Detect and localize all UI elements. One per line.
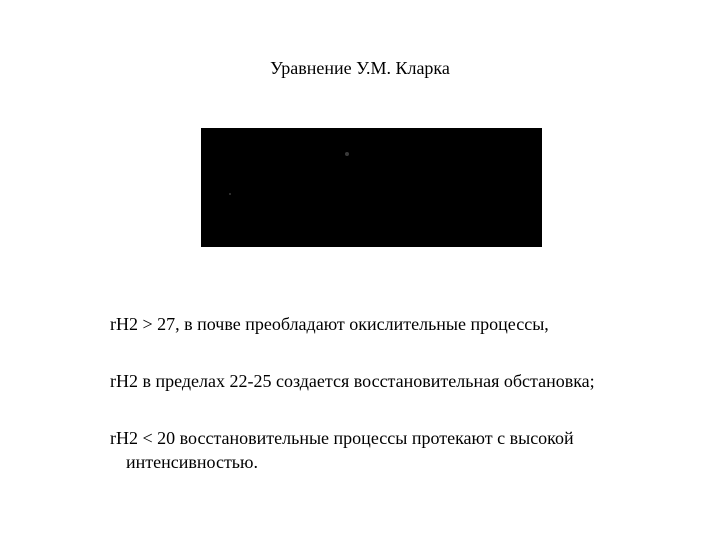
bullet-item: rH2 > 27, в почве преобладают окислительные процессы, <box>110 314 549 334</box>
equation-image <box>201 128 542 247</box>
equation-artifact-dot <box>229 193 231 195</box>
slide-title: Уравнение У.М. Кларка <box>270 58 450 78</box>
equation-artifact-dot <box>345 152 349 156</box>
bullet-list <box>110 312 690 474</box>
bullet-item: rH2 < 20 восстановительные процессы протекают с высокой интенсивностью. <box>110 428 574 472</box>
bullet-item: rH2 в пределах 22-25 создается восстановительная обстановка; <box>110 371 595 391</box>
